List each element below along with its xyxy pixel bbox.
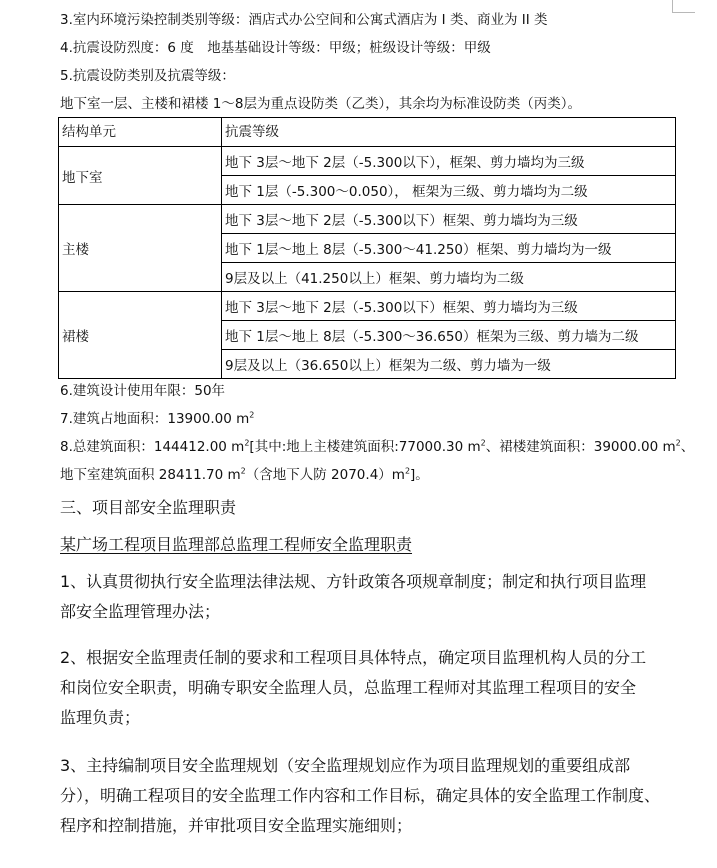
main-tower-area-text: [其中:地上主楼建筑面积:77000.30 m	[249, 439, 481, 455]
unit-superscript: 2	[240, 466, 246, 476]
duty-line: 部安全监理管理办法；	[60, 602, 221, 621]
unit-superscript: 2	[249, 410, 255, 420]
seismic-grade-cell: 地下 1层～地上 8层（-5.300～41.250）框架、剪力墙均为一级	[222, 234, 676, 263]
duty-line: 和岗位安全职责，明确专职安全监理人员，总监理工程师对其监理工程项目的安全	[60, 678, 637, 697]
underground-area-text: 地下室建筑面积 28411.70 m	[60, 467, 241, 483]
seismic-grade-cell: 地下 3层～地下 2层（-5.300以下）框架、剪力墙均为三级	[222, 205, 676, 234]
table-header-cell: 抗震等级	[222, 118, 676, 147]
table-header-row	[59, 118, 676, 147]
page-corner-mark	[672, 0, 695, 13]
duty-paragraph-2	[60, 643, 680, 733]
land-area-line	[60, 410, 254, 428]
table-header-cell: 结构单元	[59, 118, 222, 147]
seismic-intensity-line: 4.抗震设防烈度：6 度 地基基础设计等级：甲级；桩级设计等级：甲级	[60, 40, 491, 56]
subsection-heading: 某广场工程项目监理部总监理工程师安全监理职责	[60, 535, 413, 554]
unit-superscript: 2	[675, 438, 681, 448]
section-heading: 三、项目部安全监理职责	[60, 498, 237, 517]
seismic-grade-cell: 地下 1层～地上 8层（-5.300～36.650）框架为三级、剪力墙为二级	[222, 321, 676, 350]
table-row	[59, 147, 676, 176]
unit-superscript: 2	[480, 438, 486, 448]
separator-text: 、	[680, 439, 695, 455]
structure-unit-cell: 裙楼	[59, 292, 222, 379]
service-life-line: 6.建筑设计使用年限：50年	[60, 383, 226, 399]
duty-line: 2、根据安全监理责任制的要求和工程项目具体特点，确定项目监理机构人员的分工	[60, 648, 647, 667]
duty-line: 程序和控制措施，并审批项目安全监理实施细则；	[60, 816, 413, 835]
table-row	[59, 205, 676, 234]
total-area-line	[60, 438, 694, 456]
pollution-class-line: 3.室内环境污染控制类别等级：酒店式办公空间和公寓式酒店为 I 类、商业为 II 类	[60, 12, 548, 28]
land-area-text: 7.建筑占地面积：13900.00 m	[60, 411, 250, 427]
duty-line: 3、主持编制项目安全监理规划（安全监理规划应作为项目监理规划的重要组成部	[60, 756, 631, 775]
seismic-category-desc: 地下室一层、主楼和裙楼 1～8层为重点设防类（乙类），其余均为标准设防类（丙类）。	[60, 96, 581, 112]
seismic-grade-cell: 9层及以上（41.250以上）框架、剪力墙均为二级	[222, 263, 676, 292]
duty-paragraph-1	[60, 567, 680, 627]
seismic-grade-table	[58, 117, 676, 379]
seismic-grade-cell: 9层及以上（36.650以上）框架为二级、剪力墙为一级	[222, 350, 676, 379]
duty-line: 1、认真贯彻执行安全监理法律法规、方针政策各项规章制度；制定和执行项目监理	[60, 572, 647, 591]
duty-line: 分），明确工程项目的安全监理工作内容和工作目标，确定具体的安全监理工作制度、	[60, 786, 661, 805]
closing-text: ]。	[410, 467, 429, 483]
duty-paragraph-3	[60, 751, 680, 841]
duty-line: 监理负责；	[60, 708, 141, 727]
civil-defense-area-text: （含地下人防 2070.4）m	[245, 467, 405, 483]
total-area-text: 8.总建筑面积：144412.00 m	[60, 439, 245, 455]
unit-superscript: 2	[244, 438, 250, 448]
structure-unit-cell: 主楼	[59, 205, 222, 292]
structure-unit-cell: 地下室	[59, 147, 222, 205]
seismic-grade-cell: 地下 3层～地下 2层（-5.300以下）框架、剪力墙均为三级	[222, 292, 676, 321]
seismic-grade-cell: 地下 1层（-5.300～0.050）， 框架为三级、剪力墙均为二级	[222, 176, 676, 205]
seismic-grade-cell: 地下 3层～地下 2层（-5.300以下），框架、剪力墙均为三级	[222, 147, 676, 176]
underground-area-line	[60, 466, 429, 484]
unit-superscript: 2	[404, 466, 411, 476]
podium-area-text: 、裙楼建筑面积：39000.00 m	[485, 439, 676, 455]
seismic-category-title: 5.抗震设防类别及抗震等级：	[60, 68, 235, 84]
table-row	[59, 292, 676, 321]
